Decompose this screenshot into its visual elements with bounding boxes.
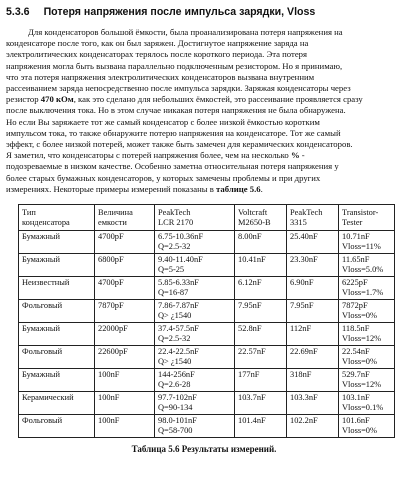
cell-text: Фольговый	[22, 347, 63, 357]
cell-text: 98.0-101nF	[158, 416, 197, 426]
cell-type	[19, 346, 95, 369]
cell-text: 97.7-102nF	[158, 393, 197, 403]
cell-transistor-tester	[339, 415, 395, 438]
paragraph-line: рассеиванием заряда непосредственно после импульса зарядки. Заряжая конденсаторы через	[6, 83, 351, 94]
table-row	[19, 392, 395, 415]
cell-text: 9.40-11.40nF	[158, 255, 203, 265]
header-text: LCR 2170	[158, 217, 194, 227]
cell-text: Vloss=0%	[342, 310, 377, 320]
cell-text: Vloss=5.0%	[342, 264, 384, 274]
cell-capacity	[95, 323, 155, 346]
cell-text: Q=58-700	[158, 425, 193, 435]
cell-text: Q> ¿1540	[158, 356, 192, 366]
header-text: Voltcraft	[238, 208, 268, 218]
header-peaktech-lcr2170	[155, 205, 235, 231]
cell-peaktech-lcr2170	[155, 346, 235, 369]
cell-text: 112nF	[290, 324, 312, 334]
header-text: конденсатора	[22, 217, 70, 227]
header-voltcraft	[235, 205, 287, 231]
cell-transistor-tester	[339, 323, 395, 346]
cell-text: 100nF	[98, 416, 120, 426]
cell-type	[19, 415, 95, 438]
cell-peaktech-3315	[287, 277, 339, 300]
cell-text: Q=2.5-32	[158, 333, 191, 343]
cell-text: Vloss=11%	[342, 241, 381, 251]
cell-text: 7.95nF	[290, 301, 314, 311]
cell-capacity	[95, 277, 155, 300]
cell-text: Q=5-25	[158, 264, 185, 274]
cell-peaktech-lcr2170	[155, 369, 235, 392]
cell-text: Керамический	[22, 393, 74, 403]
cell-text: 4700pF	[98, 232, 124, 242]
paragraph-line: Но если Вы заряжаете тот же самый конденсатор с более низкой ёмкостью коротким	[6, 116, 320, 127]
cell-voltcraft	[235, 415, 287, 438]
paragraph-line	[6, 184, 402, 195]
cell-text: Q=2.6-28	[158, 379, 191, 389]
paragraph-bold-text: %	[290, 150, 300, 161]
cell-text: Фольговый	[22, 416, 63, 426]
paragraph-line: электролитических конденсаторах терялось после короткого периода. Эта потеря	[6, 49, 308, 60]
cell-text: 6.90nF	[290, 278, 314, 288]
cell-text: 6800pF	[98, 255, 124, 265]
cell-text: Неизвестный	[22, 278, 70, 288]
cell-voltcraft	[235, 254, 287, 277]
cell-type	[19, 231, 95, 254]
table-caption: Таблица 5.6 Результаты измерений.	[131, 444, 277, 455]
cell-peaktech-lcr2170	[155, 300, 235, 323]
cell-peaktech-lcr2170	[155, 254, 235, 277]
cell-peaktech-3315	[287, 300, 339, 323]
section-number: 5.3.6	[6, 6, 30, 18]
paragraph-line: Для конденсаторов большой ёмкости, была проанализирована потеря напряжения на	[28, 27, 343, 37]
paragraph-line: более старых бумажных конденсаторов, у которых замечены проблемы и при других	[6, 172, 321, 183]
cell-text: 10.41nF	[238, 255, 266, 265]
cell-peaktech-3315	[287, 392, 339, 415]
cell-text: 101.4nF	[238, 416, 266, 426]
header-text: Tester	[342, 217, 363, 227]
paragraph-line	[6, 150, 402, 161]
cell-text: Бумажный	[22, 255, 61, 265]
header-text: Тип	[22, 208, 36, 218]
cell-peaktech-3315	[287, 346, 339, 369]
header-text: PeakTech	[290, 208, 323, 218]
paragraph-text: Я заметил, что конденсаторы с потерей напряжения более, чем на несколько	[6, 150, 291, 161]
header-text: M2650-B	[238, 217, 271, 227]
cell-voltcraft	[235, 277, 287, 300]
cell-peaktech-3315	[287, 369, 339, 392]
header-capacity	[95, 205, 155, 231]
header-text: 3315	[290, 217, 307, 227]
cell-text: 103.7nF	[238, 393, 266, 403]
cell-text: Vloss=1.7%	[342, 287, 384, 297]
cell-peaktech-lcr2170	[155, 415, 235, 438]
paragraph-line: импульсом тока, то также обнаружите потерю напряжения на конденсаторе. Тот же самый	[6, 127, 341, 138]
body-paragraph	[6, 27, 402, 195]
cell-text: 11.65nF	[342, 255, 370, 265]
cell-text: Q=2.5-32	[158, 241, 191, 251]
section-title: Потеря напряжения после импульса зарядки, Vloss	[43, 6, 316, 18]
table-row	[19, 254, 395, 277]
table-row	[19, 415, 395, 438]
cell-text: 5.85-6.33nF	[158, 278, 199, 288]
cell-voltcraft	[235, 392, 287, 415]
cell-text: 7872pF	[342, 301, 368, 311]
cell-text: Vloss=0%	[342, 425, 377, 435]
cell-text: 4700pF	[98, 278, 124, 288]
cell-type	[19, 392, 95, 415]
measurements-table	[18, 204, 395, 438]
cell-text: 25.40nF	[290, 232, 318, 242]
cell-transistor-tester	[339, 300, 395, 323]
cell-text: 37.4-57.5nF	[158, 324, 199, 334]
cell-peaktech-lcr2170	[155, 323, 235, 346]
cell-transistor-tester	[339, 254, 395, 277]
header-text: PeakTech	[158, 208, 191, 218]
cell-voltcraft	[235, 231, 287, 254]
cell-type	[19, 254, 95, 277]
cell-capacity	[95, 369, 155, 392]
cell-text: 22.54nF	[342, 347, 370, 357]
cell-text: 10.71nF	[342, 232, 370, 242]
cell-peaktech-3315	[287, 254, 339, 277]
table-row	[19, 369, 395, 392]
paragraph-text: резистор	[6, 94, 41, 105]
paragraph-bold-text: 470 кОм	[40, 94, 74, 105]
cell-text: 101.6nF	[342, 416, 370, 426]
cell-voltcraft	[235, 369, 287, 392]
cell-transistor-tester	[339, 277, 395, 300]
cell-capacity	[95, 346, 155, 369]
cell-transistor-tester	[339, 392, 395, 415]
section-heading	[6, 6, 402, 18]
cell-text: Vloss=12%	[342, 333, 382, 343]
header-text: Величина	[98, 208, 133, 218]
cell-text: 118.5nF	[342, 324, 370, 334]
cell-peaktech-3315	[287, 415, 339, 438]
table-row	[19, 323, 395, 346]
table-row	[19, 300, 395, 323]
cell-text: 7870pF	[98, 301, 124, 311]
cell-text: Бумажный	[22, 324, 61, 334]
header-text: емкости	[98, 217, 127, 227]
table-body	[19, 231, 395, 438]
cell-text: 52.8nF	[238, 324, 262, 334]
cell-text: 177nF	[238, 370, 260, 380]
cell-text: 144-256nF	[158, 370, 195, 380]
cell-text: 22.4-22.5nF	[158, 347, 199, 357]
paragraph-text: .	[260, 183, 263, 194]
cell-text: 318nF	[290, 370, 312, 380]
cell-text: 22000pF	[98, 324, 128, 334]
cell-text: Vloss=12%	[342, 379, 382, 389]
cell-text: Бумажный	[22, 232, 61, 242]
cell-voltcraft	[235, 323, 287, 346]
cell-text: Q> ¿1540	[158, 310, 192, 320]
cell-peaktech-3315	[287, 231, 339, 254]
cell-capacity	[95, 300, 155, 323]
cell-text: 529.7nF	[342, 370, 370, 380]
cell-voltcraft	[235, 300, 287, 323]
header-peaktech-3315	[287, 205, 339, 231]
cell-peaktech-lcr2170	[155, 392, 235, 415]
header-text: Transistor-	[342, 208, 379, 218]
cell-capacity	[95, 392, 155, 415]
cell-text: Vloss=0%	[342, 356, 377, 366]
paragraph-text: , как это сделано для небольших ёмкостей, это рассеивание проявляется сразу	[73, 94, 363, 105]
cell-text: 102.2nF	[290, 416, 318, 426]
header-transistor-tester	[339, 205, 395, 231]
paragraph-line	[6, 94, 402, 105]
cell-text: 6.75-10.36nF	[158, 232, 204, 242]
cell-text: 6.12nF	[238, 278, 262, 288]
cell-text: 6225pF	[342, 278, 368, 288]
cell-text: 100nF	[98, 393, 120, 403]
cell-type	[19, 277, 95, 300]
cell-text: 7.86-7.87nF	[158, 301, 199, 311]
cell-transistor-tester	[339, 231, 395, 254]
cell-text: 22.69nF	[290, 347, 318, 357]
cell-transistor-tester	[339, 369, 395, 392]
cell-peaktech-3315	[287, 323, 339, 346]
cell-text: 103.1nF	[342, 393, 370, 403]
cell-type	[19, 300, 95, 323]
paragraph-line: что эта потеря напряжения электролитических конденсаторов вызвана внутренним	[6, 71, 315, 82]
cell-voltcraft	[235, 346, 287, 369]
cell-capacity	[95, 231, 155, 254]
cell-text: 22.57nF	[238, 347, 266, 357]
cell-peaktech-lcr2170	[155, 277, 235, 300]
paragraph-text: -	[299, 150, 305, 161]
cell-text: 22600pF	[98, 347, 128, 357]
cell-text: Бумажный	[22, 370, 61, 380]
paragraph-line: после выключения тока. Но в этом случае никакая потеря напряжения не была обнаружена.	[6, 105, 346, 116]
cell-text: Q=90-134	[158, 402, 193, 412]
cell-capacity	[95, 254, 155, 277]
cell-text: Фольговый	[22, 301, 63, 311]
paragraph-line: напряжения могла быть вызвана параллельно подключенным резистором. Но я принимаю,	[6, 60, 343, 71]
paragraph-line: подозреваемые в низком качестве. Особенно заметна относительная потеря напряжения у	[6, 161, 339, 172]
table-row	[19, 277, 395, 300]
cell-type	[19, 323, 95, 346]
paragraph-line: конденсаторе после того, как он был заряжен. Достигнутое напряжение заряда на	[6, 38, 309, 49]
cell-type	[19, 369, 95, 392]
cell-text: 23.30nF	[290, 255, 318, 265]
cell-text: 8.00nF	[238, 232, 262, 242]
cell-text: 100nF	[98, 370, 120, 380]
cell-capacity	[95, 415, 155, 438]
paragraph-line: эффект, с более низкой потерей, может также быть замечен для керамических конденсаторов.	[6, 139, 353, 150]
cell-text: Q=16-87	[158, 287, 189, 297]
cell-transistor-tester	[339, 346, 395, 369]
table-row	[19, 346, 395, 369]
cell-peaktech-lcr2170	[155, 231, 235, 254]
cell-text: Vloss=0.1%	[342, 402, 384, 412]
cell-text: 103.3nF	[290, 393, 318, 403]
table-row	[19, 231, 395, 254]
paragraph-text: измерениях. Некоторые примеры измерений показаны в	[6, 183, 217, 194]
header-type	[19, 205, 95, 231]
cell-text: 7.95nF	[238, 301, 262, 311]
table-header-row	[19, 205, 395, 231]
table-reference: таблице 5.6	[216, 183, 261, 194]
